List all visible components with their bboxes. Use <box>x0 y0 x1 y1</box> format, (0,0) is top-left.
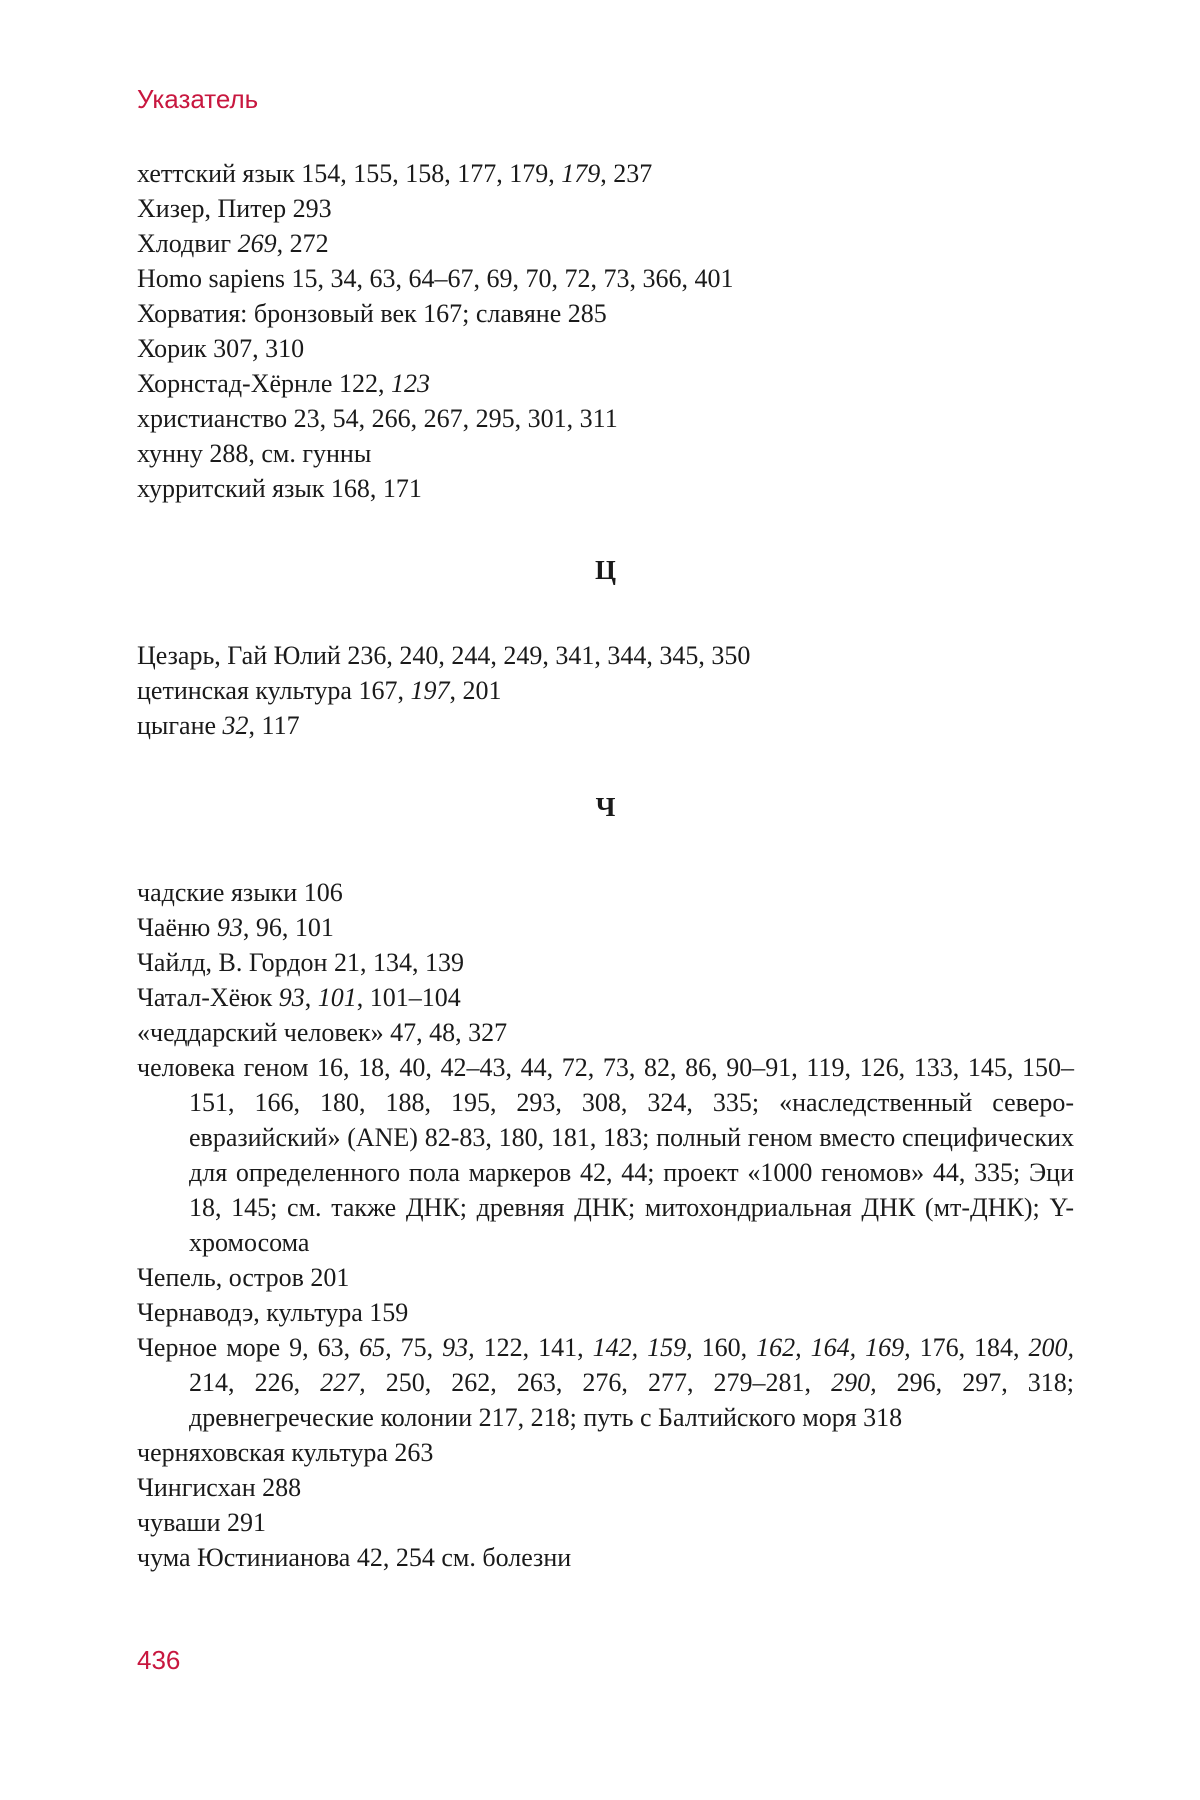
index-entry <box>137 1260 1074 1295</box>
entry-text: человека геном 16, 18, 40, 42–43, 44, 72, 73, 82, 86, 90–91, 119, 126, 133, 145, 150–151, 166, 180, 188, 195, 293, 308, 324, 335; «наследственный северо-евразийский» (ANE) 82-83, 180, 181, 183; полный геном вместо специфических для определенного пола маркеров 42, 44; проект «1000 геномов» 44, 335; Эци 18, 145; см. также ДНК; древняя ДНК; митохондриальная ДНК (мт-ДНК); Y-хромосома <box>137 1053 1074 1257</box>
page-number: 436 <box>137 1645 181 1675</box>
entry-text: Хорик 307, 310 <box>137 334 305 363</box>
entry-text: Хорнстад-Хёрнле 122, <box>137 369 391 398</box>
entry-italic-page: 142, 159, <box>592 1333 693 1362</box>
entry-italic-page: 93, <box>442 1333 475 1362</box>
section-letter: Ц <box>594 555 616 585</box>
index-entry <box>137 1295 1074 1330</box>
entry-italic-page: 162, 164, 169, <box>756 1333 911 1362</box>
index-entry <box>137 638 1074 673</box>
index-entry <box>137 980 1074 1015</box>
entry-italic-page: 200, <box>1028 1333 1075 1362</box>
entry-italic-page: 227, <box>320 1368 366 1397</box>
index-body <box>137 156 1074 1575</box>
index-entry <box>137 156 1074 191</box>
entry-text: 122, 141, <box>474 1333 593 1362</box>
entry-text: Чернаводэ, культура 159 <box>137 1298 409 1327</box>
entry-text: Хорватия: бронзовый век 167; славяне 285 <box>137 299 607 328</box>
index-entry <box>137 1505 1074 1540</box>
entry-text: 176, 184, <box>910 1333 1029 1362</box>
entry-text: , 201 <box>449 676 502 705</box>
index-entry <box>137 1540 1074 1575</box>
entry-text: Черное море 9, 63, <box>137 1333 360 1362</box>
entry-italic-page: 197 <box>410 676 450 705</box>
index-entry <box>137 708 1074 743</box>
entry-text: , 272 <box>276 229 329 258</box>
entry-italic-page: 179 <box>561 159 601 188</box>
index-entry <box>137 1050 1074 1260</box>
entry-italic-page: 101 <box>317 983 357 1012</box>
index-entry <box>137 296 1074 331</box>
entry-text: Хизер, Питер 293 <box>137 194 332 223</box>
entry-text: Чатал-Хёюк <box>137 983 279 1012</box>
index-entry <box>137 1435 1074 1470</box>
index-entry <box>137 1330 1074 1435</box>
index-entry <box>137 910 1074 945</box>
entry-text: чадские языки 106 <box>137 878 343 907</box>
entry-text: хеттский язык 154, 155, 158, 177, 179, <box>137 159 562 188</box>
index-entry <box>137 471 1074 506</box>
entry-text: чума Юстинианова 42, 254 см. болезни <box>137 1543 572 1572</box>
entry-text: Хлодвиг <box>137 229 238 258</box>
entry-text: хурритский язык 168, 171 <box>137 474 422 503</box>
running-head: Указатель <box>137 84 259 114</box>
entry-text: 75, <box>391 1333 443 1362</box>
entry-text: 250, 262, 263, 276, 277, 279–281, <box>365 1368 832 1397</box>
entry-text: , <box>304 983 318 1012</box>
entry-italic-page: 93 <box>278 983 305 1012</box>
entry-italic-page: 269 <box>237 229 277 258</box>
entry-text: , 117 <box>248 711 300 740</box>
entry-italic-page: 93 <box>216 913 243 942</box>
index-entry <box>137 945 1074 980</box>
index-entry <box>137 401 1074 436</box>
entry-italic-page: 290, <box>831 1368 877 1397</box>
entry-italic-page: 65, <box>359 1333 392 1362</box>
entry-italic-page: 32 <box>222 711 249 740</box>
entry-text: 296, 297, 318; древнегреческие колонии 217, 218; путь с Балтийского моря 318 <box>189 1368 1075 1432</box>
entry-text: христианство 23, 54, 266, 267, 295, 301, 311 <box>137 404 618 433</box>
entry-text: цетинская культура 167, <box>137 676 411 705</box>
index-entry <box>137 331 1074 366</box>
entry-text: Homo sapiens 15, 34, 63, 64–67, 69, 70, 72, 73, 366, 401 <box>137 264 734 293</box>
entry-italic-page: 123 <box>390 369 430 398</box>
entry-text: чуваши 291 <box>137 1508 266 1537</box>
entry-text: Чепель, остров 201 <box>137 1263 350 1292</box>
entry-text: Цезарь, Гай Юлий 236, 240, 244, 249, 341, 344, 345, 350 <box>137 641 751 670</box>
index-entry <box>137 1470 1074 1505</box>
entry-text: , 96, 101 <box>242 913 334 942</box>
section-letter: Ч <box>595 792 616 822</box>
index-entry <box>137 875 1074 910</box>
entry-text: Чайлд, В. Гордон 21, 134, 139 <box>137 948 464 977</box>
index-entry <box>137 673 1074 708</box>
entry-text: Чингисхан 288 <box>137 1473 302 1502</box>
index-entry <box>137 366 1074 401</box>
entry-text: хунну 288, см. гунны <box>137 439 372 468</box>
entry-text: 160, <box>692 1333 757 1362</box>
entry-text: «чеддарский человек» 47, 48, 327 <box>137 1018 508 1047</box>
entry-text: , 101–104 <box>356 983 461 1012</box>
index-entry <box>137 436 1074 471</box>
entry-text: 214, 226, <box>189 1368 321 1397</box>
index-entry <box>137 226 1074 261</box>
entry-text: черняховская культура 263 <box>137 1438 434 1467</box>
index-entry <box>137 1015 1074 1050</box>
index-entry <box>137 191 1074 226</box>
entry-text: цыгане <box>137 711 223 740</box>
entry-text: , 237 <box>600 159 653 188</box>
entry-text: Чаёню <box>137 913 217 942</box>
index-entry <box>137 261 1074 296</box>
